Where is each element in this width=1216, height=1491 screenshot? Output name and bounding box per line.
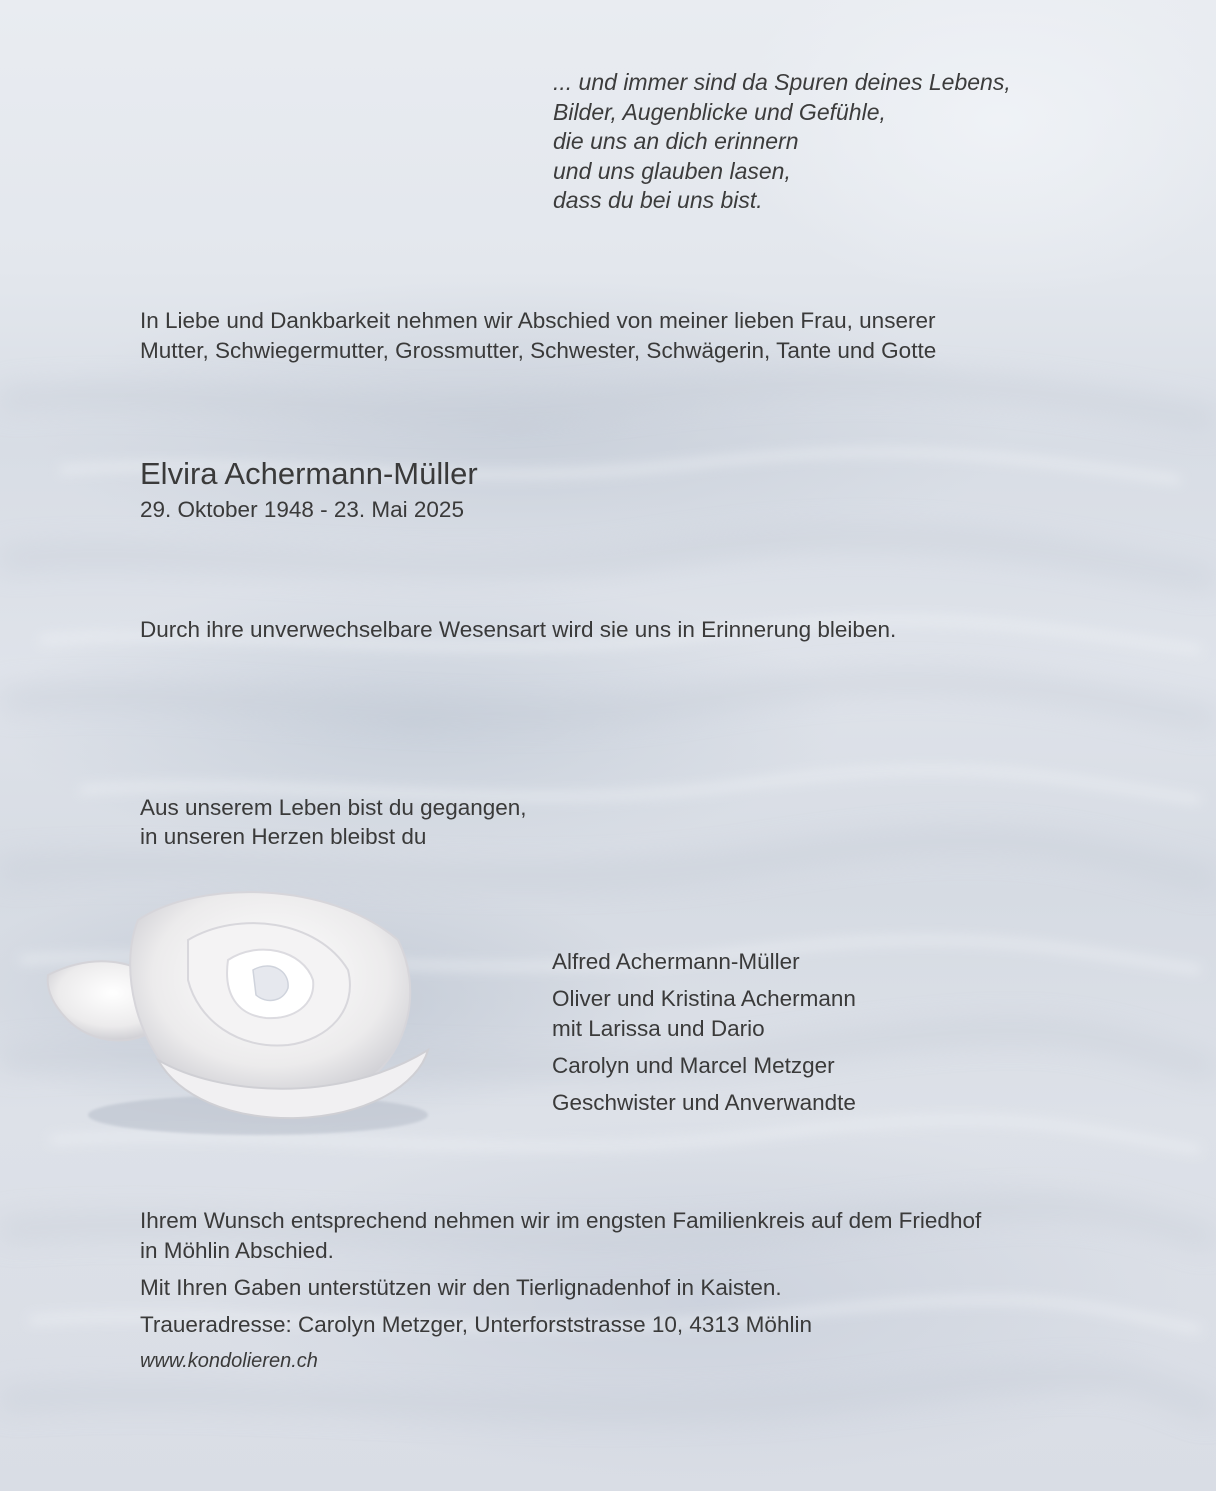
donation-note: Mit Ihren Gaben unterstützen wir den Tierlignadenhof in Kaisten. xyxy=(140,1275,782,1300)
ceremony-note: Ihrem Wunsch entsprechend nehmen wir im engsten Familienkreis auf dem Friedhof in Möhlin Abschied. xyxy=(140,1208,982,1263)
life-dates: 29. Oktober 1948 - 23. Mai 2025 xyxy=(140,497,464,522)
mourner-entry: Oliver und Kristina Achermann mit Larissa und Dario xyxy=(552,986,856,1041)
condolence-website: www.kondolieren.ch xyxy=(140,1350,318,1372)
closing-notes xyxy=(140,1206,1140,1347)
mourner-entry: Carolyn und Marcel Metzger xyxy=(552,1053,835,1078)
poem: ... und immer sind da Spuren deines Lebens, Bilder, Augenblicke und Gefühle, die uns an dich erinnern und uns glauben lasen, dass du bei uns bist. xyxy=(553,69,1011,213)
mourner-entry: Alfred Achermann-Müller xyxy=(552,949,800,974)
rose-illustration xyxy=(38,880,438,1140)
memory-line: Durch ihre unverwechselbare Wesensart wird sie uns in Erinnerung bleiben. xyxy=(140,617,897,642)
mourners-list xyxy=(552,947,856,1125)
farewell-verse: Aus unserem Leben bist du gegangen, in unseren Herzen bleibst du xyxy=(140,795,527,849)
mourner-entry: Geschwister und Anverwandte xyxy=(552,1090,856,1115)
mourning-address: Traueradresse: Carolyn Metzger, Unterforststrasse 10, 4313 Möhlin xyxy=(140,1312,812,1337)
intro-text: In Liebe und Dankbarkeit nehmen wir Abschied von meiner lieben Frau, unserer Mutter, Schwiegermutter, Grossmutter, Schwester, Schwägerin, Tante und Gotte xyxy=(140,308,937,363)
deceased-name: Elvira Achermann-Müller xyxy=(140,456,478,491)
